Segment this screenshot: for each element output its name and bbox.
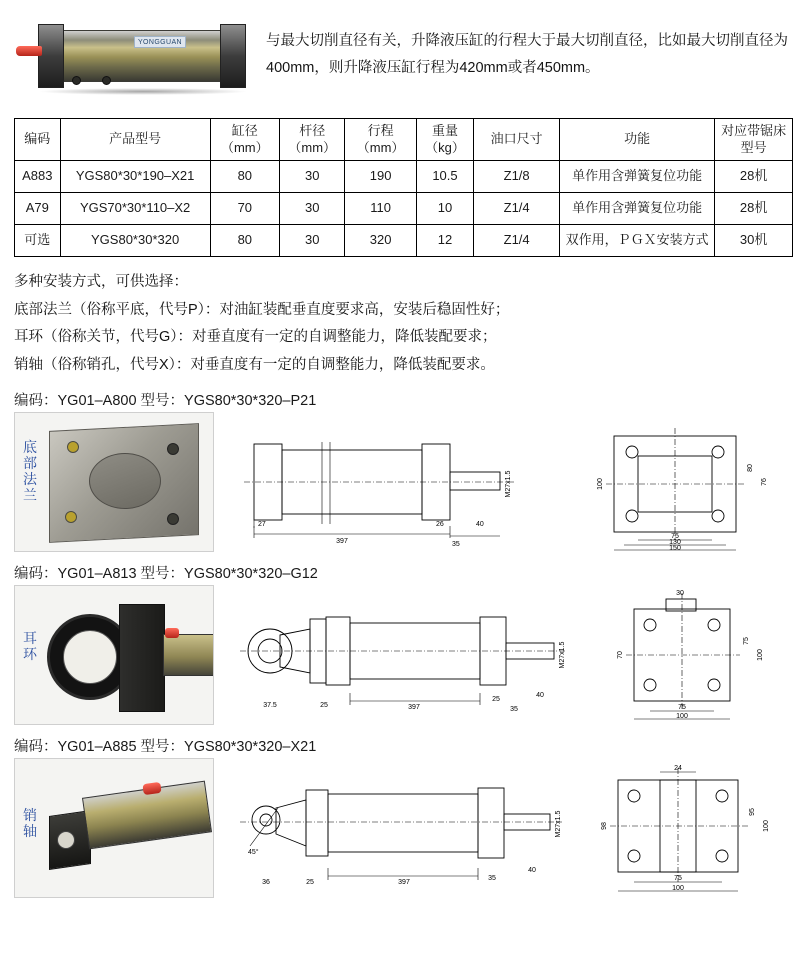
specification-table xyxy=(14,118,793,257)
dim-angle-45: 45° xyxy=(248,849,259,857)
block-title-pin: 编码：YG01–A885 型号：YGS80*30*320–X21 xyxy=(14,739,317,756)
cell-function: 单作用含弹簧复位功能 xyxy=(560,193,715,225)
flange-bore xyxy=(89,453,161,509)
dim-26: 26 xyxy=(436,521,444,529)
th-weight: 重量 （kg） xyxy=(416,119,474,161)
dim-40: 40 xyxy=(476,521,484,529)
photo-shadow xyxy=(38,88,248,95)
th-rod: 杆径 （mm） xyxy=(279,119,344,161)
dim-thread-m27: M27x1.5 xyxy=(505,470,512,498)
oil-port-left xyxy=(72,76,81,85)
dim-75: 75 xyxy=(671,533,679,541)
cell-bore: 80 xyxy=(210,225,279,257)
mount-block-flange xyxy=(0,385,805,552)
dim-98: 98 xyxy=(601,822,608,831)
mount-block-pin xyxy=(0,731,805,898)
th-bore: 缸径 （mm） xyxy=(210,119,279,161)
th-code: 编码 xyxy=(15,119,61,161)
dim-397: 397 xyxy=(408,704,420,712)
th-stroke: 行程 （mm） xyxy=(345,119,416,161)
dim-100-v: 100 xyxy=(757,649,764,662)
intro-section xyxy=(0,0,805,110)
cell-code: A883 xyxy=(15,161,61,193)
dim-397: 397 xyxy=(336,538,348,546)
cell-saw-model: 28机 xyxy=(715,161,793,193)
dim-40: 40 xyxy=(528,867,536,875)
dim-75: 75 xyxy=(674,875,682,883)
table-row xyxy=(15,225,793,257)
dim-25: 25 xyxy=(306,879,314,887)
th-model: 产品型号 xyxy=(60,119,210,161)
dim-35: 35 xyxy=(452,541,460,549)
cell-code: A79 xyxy=(15,193,61,225)
dim-80: 80 xyxy=(747,464,754,473)
block-title-clevis: 编码：YG01–A813 型号：YGS80*30*320–G12 xyxy=(14,566,318,583)
cell-model: YGS70*30*110–X2 xyxy=(60,193,210,225)
cell-weight: 10 xyxy=(416,193,474,225)
cell-port: Z1/4 xyxy=(474,193,560,225)
pin-mount-photo xyxy=(14,758,214,898)
dim-25-right: 25 xyxy=(492,696,500,704)
dim-37-5: 37.5 xyxy=(263,702,277,710)
clevis-mount-block xyxy=(119,604,165,712)
clevis-technical-drawing xyxy=(214,585,805,725)
cell-stroke: 110 xyxy=(345,193,416,225)
cell-model: YGS80*30*190–X21 xyxy=(60,161,210,193)
pin-photo-tag: 销轴 xyxy=(23,807,37,840)
dim-35: 35 xyxy=(510,706,518,714)
dim-95: 95 xyxy=(749,808,756,817)
mount-desc-line-4: 销轴（俗称销孔，代号X）：对垂直度有一定的自调整能力，降低装配要求。 xyxy=(14,356,495,373)
table-row xyxy=(15,193,793,225)
dim-30: 30 xyxy=(676,590,684,598)
cell-stroke: 320 xyxy=(345,225,416,257)
dim-397: 397 xyxy=(398,879,410,887)
clevis-cylinder-body xyxy=(163,634,214,676)
dim-24: 24 xyxy=(674,765,682,773)
cell-saw-model: 30机 xyxy=(715,225,793,257)
clevis-photo-tag: 耳环 xyxy=(23,630,37,663)
cell-rod: 30 xyxy=(279,225,344,257)
dim-36: 36 xyxy=(262,879,270,887)
brand-label: YONGGUAN xyxy=(134,36,186,48)
dim-75-h: 75 xyxy=(678,704,686,712)
dim-100-h: 100 xyxy=(676,713,688,721)
flange-technical-drawing xyxy=(214,412,805,552)
dim-130: 130 xyxy=(669,539,681,547)
flange-photo-tag: 底部法兰 xyxy=(23,439,37,504)
cell-function: 双作用，ＰＧＸ安装方式 xyxy=(560,225,715,257)
mounting-description xyxy=(14,269,805,379)
dim-100: 100 xyxy=(597,478,604,491)
clevis-ring-bore xyxy=(63,630,117,684)
cell-port: Z1/4 xyxy=(474,225,560,257)
th-saw-model: 对应带锯床 型号 xyxy=(715,119,793,161)
intro-paragraph: 与最大切削直径有关，升降液压缸的行程大于最大切削直径，比如最大切削直径为400mm，则升降液压缸行程为420mm或者450mm。 xyxy=(266,33,788,76)
cell-stroke: 190 xyxy=(345,161,416,193)
th-function: 功能 xyxy=(560,119,715,161)
clevis-mount-photo xyxy=(14,585,214,725)
dim-thread-m27: M27x1.5 xyxy=(555,810,562,838)
mount-desc-line-3: 耳环（俗称关节，代号G）：对垂直度有一定的自调整能力，降低装配要求； xyxy=(14,329,497,346)
dim-70: 70 xyxy=(617,651,624,660)
cell-model: YGS80*30*320 xyxy=(60,225,210,257)
dim-100-v: 100 xyxy=(763,820,770,833)
oil-port-right xyxy=(102,76,111,85)
cell-rod: 30 xyxy=(279,193,344,225)
table-row xyxy=(15,161,793,193)
cell-rod: 30 xyxy=(279,161,344,193)
dim-75: 75 xyxy=(743,637,750,646)
dim-thread-m27: M27x1.5 xyxy=(559,641,566,669)
hydraulic-cylinder-photo xyxy=(14,14,254,106)
cylinder-end-cap-right xyxy=(220,24,246,88)
table-header-row xyxy=(15,119,793,161)
dim-25-left: 25 xyxy=(320,702,328,710)
dim-40: 40 xyxy=(536,692,544,700)
piston-rod xyxy=(16,46,42,56)
mount-desc-line-2: 底部法兰（俗称平底，代号P）：对油缸装配垂直度要求高，安装后稳固性好； xyxy=(14,301,510,318)
cell-weight: 12 xyxy=(416,225,474,257)
flange-mount-photo xyxy=(14,412,214,552)
dim-100-h: 100 xyxy=(672,885,684,893)
th-port: 油口尺寸 xyxy=(474,119,560,161)
cylinder-end-cap-left xyxy=(38,24,64,88)
dim-27: 27 xyxy=(258,521,266,529)
dim-35: 35 xyxy=(488,875,496,883)
block-title-flange: 编码：YG01–A800 型号：YGS80*30*320–P21 xyxy=(14,393,317,410)
cell-code: 可选 xyxy=(15,225,61,257)
cell-weight: 10.5 xyxy=(416,161,474,193)
cell-function: 单作用含弹簧复位功能 xyxy=(560,161,715,193)
cell-port: Z1/8 xyxy=(474,161,560,193)
clevis-red-cap xyxy=(165,628,179,638)
dim-150: 150 xyxy=(669,545,681,553)
cell-saw-model: 28机 xyxy=(715,193,793,225)
mount-desc-line-1: 多种安装方式，可供选择： xyxy=(14,274,188,290)
mount-block-clevis xyxy=(0,558,805,725)
pin-technical-drawing xyxy=(214,758,805,898)
cell-bore: 70 xyxy=(210,193,279,225)
dim-76: 76 xyxy=(761,478,768,487)
cell-bore: 80 xyxy=(210,161,279,193)
